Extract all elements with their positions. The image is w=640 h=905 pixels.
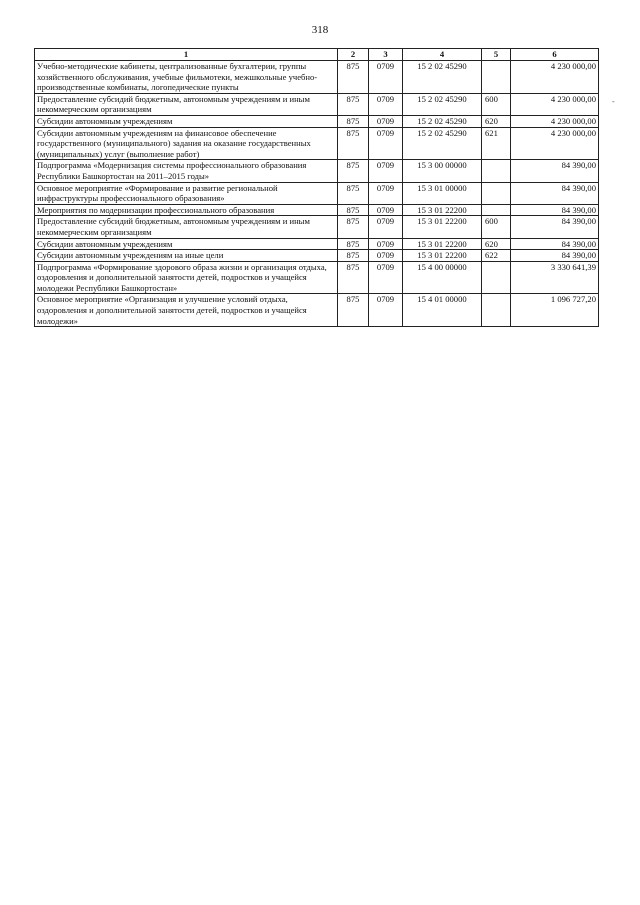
row-section: 0709 [369, 160, 403, 182]
row-name: Субсидии автономным учреждениям [35, 238, 338, 250]
table-row [35, 238, 599, 250]
row-type [482, 182, 511, 204]
row-code: 875 [338, 127, 369, 160]
table-header-row [35, 49, 599, 61]
row-section: 0709 [369, 127, 403, 160]
row-type: 620 [482, 115, 511, 127]
row-code: 875 [338, 294, 369, 327]
row-name: Мероприятия по модернизации профессионального образования [35, 204, 338, 216]
row-amount: 84 390,00 [511, 238, 599, 250]
row-name: Подпрограмма «Формирование здорового образа жизни и организация отдыха, оздоровления и дополнительной занятости детей, подростков и учащейся молодежи Республики Башкортостан» [35, 261, 338, 294]
row-type [482, 61, 511, 94]
header-col-1: 1 [35, 49, 338, 61]
row-target: 15 3 00 00000 [403, 160, 482, 182]
row-amount: 4 230 000,00 [511, 115, 599, 127]
row-target: 15 2 02 45290 [403, 61, 482, 94]
row-target: 15 3 01 00000 [403, 182, 482, 204]
row-name: Предоставление субсидий бюджетным, автономным учреждениям и иным некоммерческим организациям [35, 93, 338, 115]
row-target: 15 2 02 45290 [403, 127, 482, 160]
row-name: Основное мероприятие «Организация и улучшение условий отдыха, оздоровления и дополнительной занятости детей, подростков и учащейся молодежи» [35, 294, 338, 327]
row-section: 0709 [369, 61, 403, 94]
row-target: 15 2 02 45290 [403, 115, 482, 127]
row-name: Подпрограмма «Модернизация системы профессионального образования Республики Башкортостан на 2011–2015 годы» [35, 160, 338, 182]
row-type: 600 [482, 216, 511, 238]
header-col-6: 6 [511, 49, 599, 61]
row-type [482, 204, 511, 216]
row-code: 875 [338, 216, 369, 238]
header-col-4: 4 [403, 49, 482, 61]
row-code: 875 [338, 160, 369, 182]
row-code: 875 [338, 250, 369, 262]
row-code: 875 [338, 93, 369, 115]
table-row [35, 160, 599, 182]
table-row [35, 216, 599, 238]
row-target: 15 3 01 22200 [403, 238, 482, 250]
row-amount: 84 390,00 [511, 204, 599, 216]
row-type: 600 [482, 93, 511, 115]
row-name: Субсидии автономным учреждениям на иные цели [35, 250, 338, 262]
row-section: 0709 [369, 93, 403, 115]
table-row [35, 182, 599, 204]
row-amount: 84 390,00 [511, 250, 599, 262]
page-number: 318 [311, 24, 329, 36]
header-col-3: 3 [369, 49, 403, 61]
row-section: 0709 [369, 250, 403, 262]
row-code: 875 [338, 261, 369, 294]
row-target: 15 4 00 00000 [403, 261, 482, 294]
row-type [482, 294, 511, 327]
row-code: 875 [338, 182, 369, 204]
header-col-5: 5 [482, 49, 511, 61]
table-row [35, 127, 599, 160]
row-name: Субсидии автономным учреждениям [35, 115, 338, 127]
row-section: 0709 [369, 238, 403, 250]
row-target: 15 4 01 00000 [403, 294, 482, 327]
row-amount: 4 230 000,00 [511, 93, 599, 115]
table-row [35, 61, 599, 94]
row-section: 0709 [369, 182, 403, 204]
row-amount: 1 096 727,20 [511, 294, 599, 327]
table-row [35, 115, 599, 127]
table-row [35, 294, 599, 327]
row-section: 0709 [369, 216, 403, 238]
header-col-2: 2 [338, 49, 369, 61]
row-name: Субсидии автономным учреждениям на финансовое обеспечение государственного (муниципального) задания на оказание государственных (муниципальных) услуг (выполнение работ) [35, 127, 338, 160]
budget-table [34, 48, 599, 327]
row-amount: 84 390,00 [511, 160, 599, 182]
row-section: 0709 [369, 115, 403, 127]
row-target: 15 3 01 22200 [403, 250, 482, 262]
row-section: 0709 [369, 294, 403, 327]
row-section: 0709 [369, 204, 403, 216]
margin-mark: - [612, 97, 615, 106]
row-amount: 4 230 000,00 [511, 127, 599, 160]
row-amount: 3 330 641,39 [511, 261, 599, 294]
row-amount: 84 390,00 [511, 216, 599, 238]
row-type: 620 [482, 238, 511, 250]
row-code: 875 [338, 204, 369, 216]
row-type: 622 [482, 250, 511, 262]
row-amount: 84 390,00 [511, 182, 599, 204]
row-name: Учебно-методические кабинеты, централизованные бухгалтерии, группы хозяйственного обслуживания, учебные фильмотеки, межшкольные учебно-производственные комбинаты, логопедические пункты [35, 61, 338, 94]
table-row [35, 204, 599, 216]
row-amount: 4 230 000,00 [511, 61, 599, 94]
row-name: Основное мероприятие «Формирование и развитие региональной инфраструктуры профессионального образования» [35, 182, 338, 204]
row-target: 15 3 01 22200 [403, 216, 482, 238]
table-row [35, 250, 599, 262]
row-name: Предоставление субсидий бюджетным, автономным учреждениям и иным некоммерческим организациям [35, 216, 338, 238]
row-code: 875 [338, 238, 369, 250]
row-target: 15 2 02 45290 [403, 93, 482, 115]
row-target: 15 3 01 22200 [403, 204, 482, 216]
table-row [35, 261, 599, 294]
row-type [482, 261, 511, 294]
row-section: 0709 [369, 261, 403, 294]
row-type: 621 [482, 127, 511, 160]
row-code: 875 [338, 61, 369, 94]
table-row [35, 93, 599, 115]
row-type [482, 160, 511, 182]
row-code: 875 [338, 115, 369, 127]
